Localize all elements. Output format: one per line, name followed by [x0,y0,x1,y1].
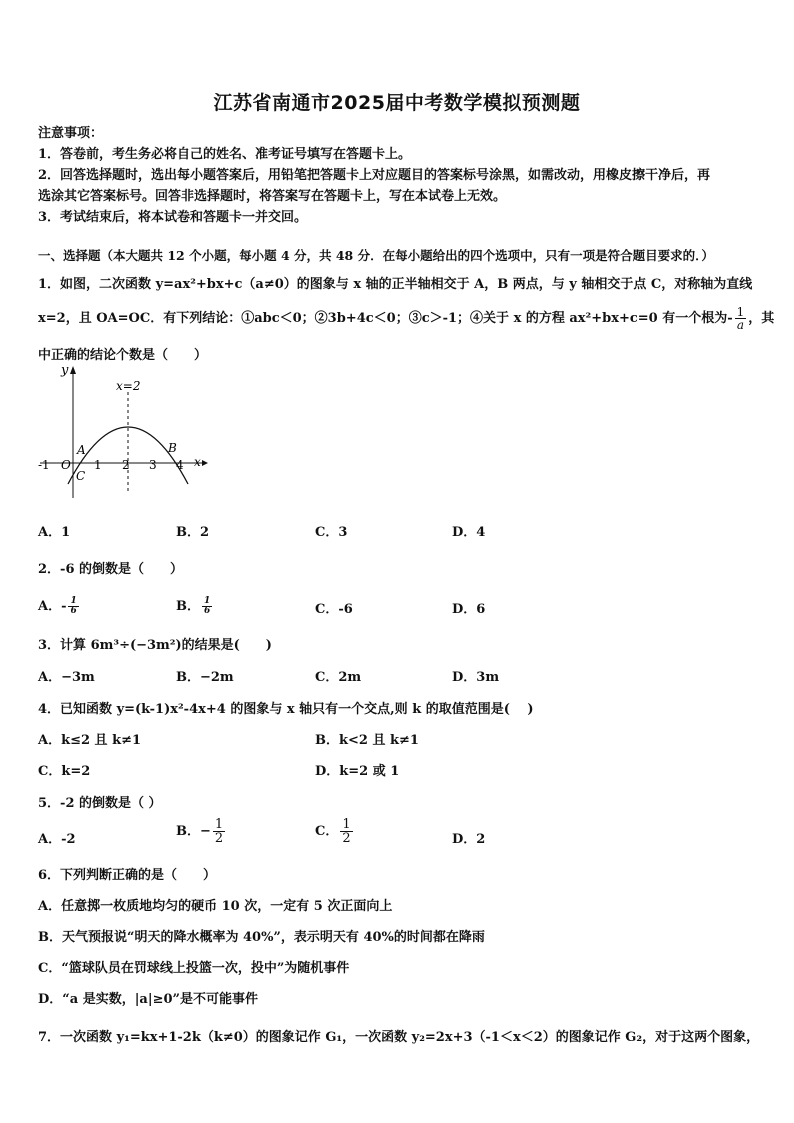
q5-option-b-denominator: 2 [214,831,224,846]
point-c-label: C [76,469,86,483]
x-axis-label: x [194,455,201,469]
q6-option-a[interactable]: A．任意掷一枚质地均匀的硬币 10 次，一定有 5 次正面向上 [38,899,393,914]
q2-option-d[interactable]: D．6 [452,602,486,617]
q2-option-b-denominator: 6 [204,606,211,616]
q5-option-c-fraction [340,818,352,845]
q2-option-a-denominator: 6 [70,606,77,616]
point-a-label: A [77,443,86,457]
x-axis-arrow [202,460,208,466]
q3-option-a[interactable]: A．−3m [38,670,95,685]
notice-item-2-cont: 选涂其它答案标号。回答非选择题时，将答案写在答题卡上，写在本试卷上无效。 [38,189,507,204]
q5-stem: 5．-2 的倒数是（ ） [38,796,162,811]
y-axis-label: y [61,363,69,378]
notice-item-2: 2．回答选择题时，选出每小题答案后，用铅笔把答题卡上对应题目的答案标号涂黑，如需改动，用橡皮擦干净后，再 [38,168,711,183]
q5-option-b-numerator: 1 [214,817,224,832]
q1-line2 [38,306,774,331]
q2-option-b-numerator: 1 [204,596,211,606]
page-title: 江苏省南通市2025届中考数学模拟预测题 [213,92,581,114]
symmetry-axis-label: x=2 [116,379,141,393]
q1-option-c[interactable]: C．3 [315,525,348,540]
q2-option-b-fraction [202,597,212,616]
q7-stem: 7．一次函数 y₁=kx+1-2k（k≠0）的图象记作 G₁，一次函数 y₂=2x+3（-1＜x＜2）的图象记作 G₂，对于这两个图象， [38,1030,760,1045]
q5-option-c-numerator: 1 [342,817,351,832]
tick-label-3: 3 [149,458,157,472]
q5-option-b-label: B．− [176,824,211,839]
q1-option-a[interactable]: A．1 [38,525,71,540]
q1-option-b[interactable]: B．2 [176,525,210,540]
q5-option-b-fraction [213,818,225,845]
tick-label-2: 2 [122,458,130,472]
q3-option-b[interactable]: B．−2m [176,670,234,685]
q3-option-d[interactable]: D．3m [452,670,500,685]
q5-option-c-label: C． [315,824,339,839]
notice-item-3: 3．考试结束后，将本试卷和答题卡一并交回。 [38,210,308,225]
tick-label-1: 1 [94,458,102,472]
q1-fraction-numerator: 1 [736,305,745,319]
q1-fraction-denominator: a [736,318,745,332]
q1-line2-end: ，其 [748,311,775,326]
q4-option-a[interactable]: A．k≤2 且 k≠1 [38,733,142,748]
q5-option-a[interactable]: A．-2 [38,832,76,847]
q4-stem: 4．已知函数 y=(k-1)x²-4x+4 的图象与 x 轴只有一个交点,则 k 的取值范围是( ) [38,702,534,717]
q5-option-d[interactable]: D．2 [452,832,486,847]
q2-option-a-fraction [68,597,78,616]
q6-option-b[interactable]: B．天气预报说“明天的降水概率为 40%”，表示明天有 40%的时间都在降雨 [38,930,485,945]
q1-line3: 中正确的结论个数是（ ） [38,348,208,363]
q1-line1: 1．如图，二次函数 y=ax²+bx+c（a≠0）的图象与 x 轴的正半轴相交于 A，B 两点，与 y 轴相交于点 C，对称轴为直线 [38,277,753,292]
q6-stem: 6．下列判断正确的是（ ） [38,868,217,883]
q1-line2-text: x=2，且 OA=OC．有下列结论：①abc＜0；②3b+4c＜0；③c＞-1；④关于 x 的方程 ax²+bx+c=0 有一个根为- [38,311,733,326]
q5-option-b[interactable] [176,818,227,845]
q2-option-a-numerator: 1 [70,596,77,606]
q2-option-a[interactable] [38,595,81,616]
q3-stem: 3．计算 6m³÷(−3m²)的结果是( ) [38,638,272,653]
q5-option-c[interactable] [315,818,355,845]
origin-label: O [61,458,71,472]
q4-option-c[interactable]: C．k=2 [38,764,91,779]
notice-item-1: 1．答卷前，考生务必将自己的姓名、准考证号填写在答题卡上。 [38,147,412,162]
tick-label-4: 4 [176,458,184,472]
q1-parabola-graph [30,360,210,500]
q2-option-c[interactable]: C．-6 [315,602,353,617]
q1-fraction [735,306,747,331]
q6-option-c[interactable]: C．“篮球队员在罚球线上投篮一次，投中”为随机事件 [38,961,350,976]
q4-option-d[interactable]: D．k=2 或 1 [315,764,400,779]
q2-option-b-label: B． [176,599,200,614]
point-b-label: B [168,441,177,455]
section-heading: 一、选择题（本大题共 12 个小题，每小题 4 分，共 48 分．在每小题给出的四个选项中，只有一项是符合题目要求的．） [38,248,714,263]
q3-option-c[interactable]: C．2m [315,670,362,685]
tick-label-neg1: -1 [38,458,50,472]
q1-option-d[interactable]: D．4 [452,525,486,540]
q4-option-b[interactable]: B．k<2 且 k≠1 [315,733,419,748]
q5-option-c-denominator: 2 [342,831,351,846]
q2-option-a-label: A．- [38,599,67,614]
notice-heading: 注意事项： [38,126,104,141]
q2-stem: 2．-6 的倒数是（ ） [38,562,184,577]
y-axis-arrow [70,366,76,374]
q2-option-b[interactable] [176,595,214,616]
q6-option-d[interactable]: D．“a 是实数，|a|≥0”是不可能事件 [38,992,258,1007]
